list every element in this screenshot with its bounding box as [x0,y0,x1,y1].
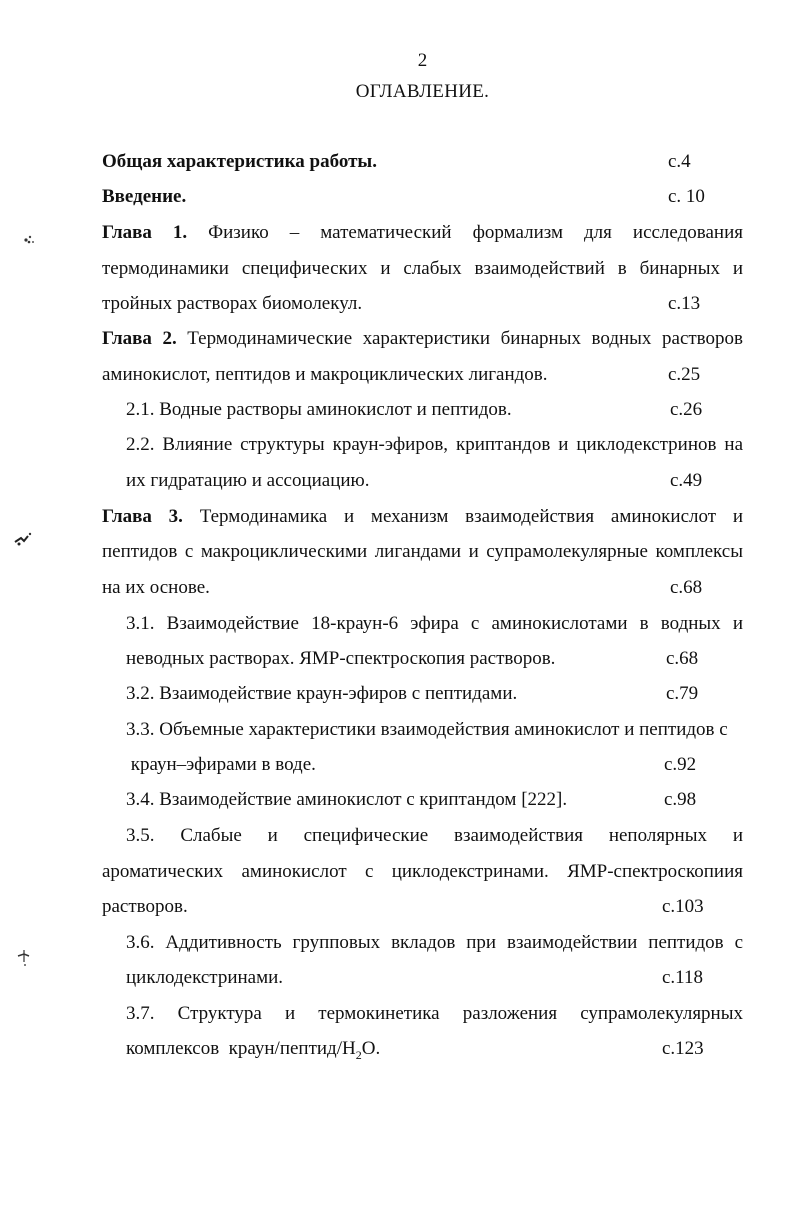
toc-entry-general-page: с.4 [668,151,691,172]
toc-entry-general-title: Общая характеристика работы. [102,151,377,172]
toc-section-3-5-line-2: ароматических аминокислот с циклодекстринами. ЯМР-спектроскопиия [102,861,743,882]
toc-section-3-4-page: с.98 [664,789,697,810]
toc-chapter-3-page: с.68 [670,577,703,598]
toc-section-3-3-line-2: краун–эфирами в воде. [126,754,316,775]
toc-section-3-3-line-1: 3.3. Объемные характеристики взаимодействия аминокислот и пептидов с [126,719,728,740]
toc-chapter-3-line-1 [102,506,743,528]
page-number: 2 [417,50,428,71]
section-3-7-text-end: О. [361,1038,381,1059]
toc-chapter-3-line-3: на их основе. [102,577,210,598]
toc-section-3-5-line-3: растворов. [102,896,188,917]
chapter-3-label: Глава 3. [102,506,183,527]
toc-chapter-1-page: с.13 [668,293,701,314]
toc-section-2-2-line-2: их гидратацию и ассоциацию. [126,470,370,491]
toc-section-3-6-line-2: циклодекстринами. [126,967,284,988]
toc-section-3-7-line-2 [126,1038,380,1060]
toc-chapter-1-line-3: тройных растворах биомолекул. [102,293,363,314]
toc-section-3-4-title: 3.4. Взаимодействие аминокислот с криптандом [222]. [126,789,568,810]
toc-section-3-7-page: с.123 [662,1038,704,1059]
chapter-3-title-part-1: Термодинамика и механизм взаимодействия аминокислот и [199,506,743,527]
toc-section-3-2-page: с.79 [666,683,699,704]
toc-chapter-2-line-1 [102,328,743,350]
toc-chapter-1-line-2: термодинамики специфических и слабых взаимодействий в бинарных и [102,258,743,279]
toc-section-3-5-line-1: 3.5. Слабые и специфические взаимодействия неполярных и [126,825,743,846]
toc-chapter-3-line-2: пептидов с макроциклическими лигандами и супрамолекулярные комплексы [102,541,743,562]
scan-speck-icon [20,230,40,250]
scan-speck-icon [14,946,34,970]
toc-chapter-2-line-2: аминокислот, пептидов и макроциклических лигандов. [102,364,548,385]
toc-section-3-3-page: с.92 [664,754,697,775]
toc-section-3-2-title: 3.2. Взаимодействие краун-эфиров с пептидами. [126,683,518,704]
toc-section-2-2-line-1: 2.2. Влияние структуры краун-эфиров, криптандов и циклодекстринов на [126,434,743,455]
toc-section-3-5-page: с.103 [662,896,704,917]
toc-section-3-6-line-1: 3.6. Аддитивность групповых вкладов при взаимодействии пептидов с [126,932,743,953]
toc-entry-intro-page: с. 10 [668,186,705,207]
toc-section-3-1-page: с.68 [666,648,699,669]
toc-entry-intro-title: Введение. [102,186,187,207]
scan-speck-icon [12,528,38,550]
chapter-2-label: Глава 2. [102,328,177,349]
toc-section-2-2-page: с.49 [670,470,703,491]
chapter-1-label: Глава 1. [102,222,188,243]
toc-section-2-1-title: 2.1. Водные растворы аминокислот и пептидов. [126,399,512,420]
section-3-7-text: комплексов краун/пептид/Н [126,1038,356,1059]
page-title: ОГЛАВЛЕНИЕ. [355,81,490,102]
section-3-7-subscript: 2 [355,1047,362,1062]
toc-section-3-1-line-1: 3.1. Взаимодействие 18-краун-6 эфира с аминокислотами в водных и [126,613,743,634]
toc-chapter-1-line-1 [102,222,743,244]
chapter-1-title-part-1: Физико – математический формализм для исследования [208,222,743,243]
toc-section-3-7-line-1: 3.7. Структура и термокинетика разложения супрамолекулярных [126,1003,743,1024]
toc-section-3-6-page: с.118 [662,967,703,988]
chapter-2-title-part-1: Термодинамические характеристики бинарных водных растворов [187,328,743,349]
toc-section-3-1-line-2: неводных растворах. ЯМР-спектроскопия растворов. [126,648,556,669]
toc-section-2-1-page: с.26 [670,399,703,420]
toc-chapter-2-page: с.25 [668,364,701,385]
